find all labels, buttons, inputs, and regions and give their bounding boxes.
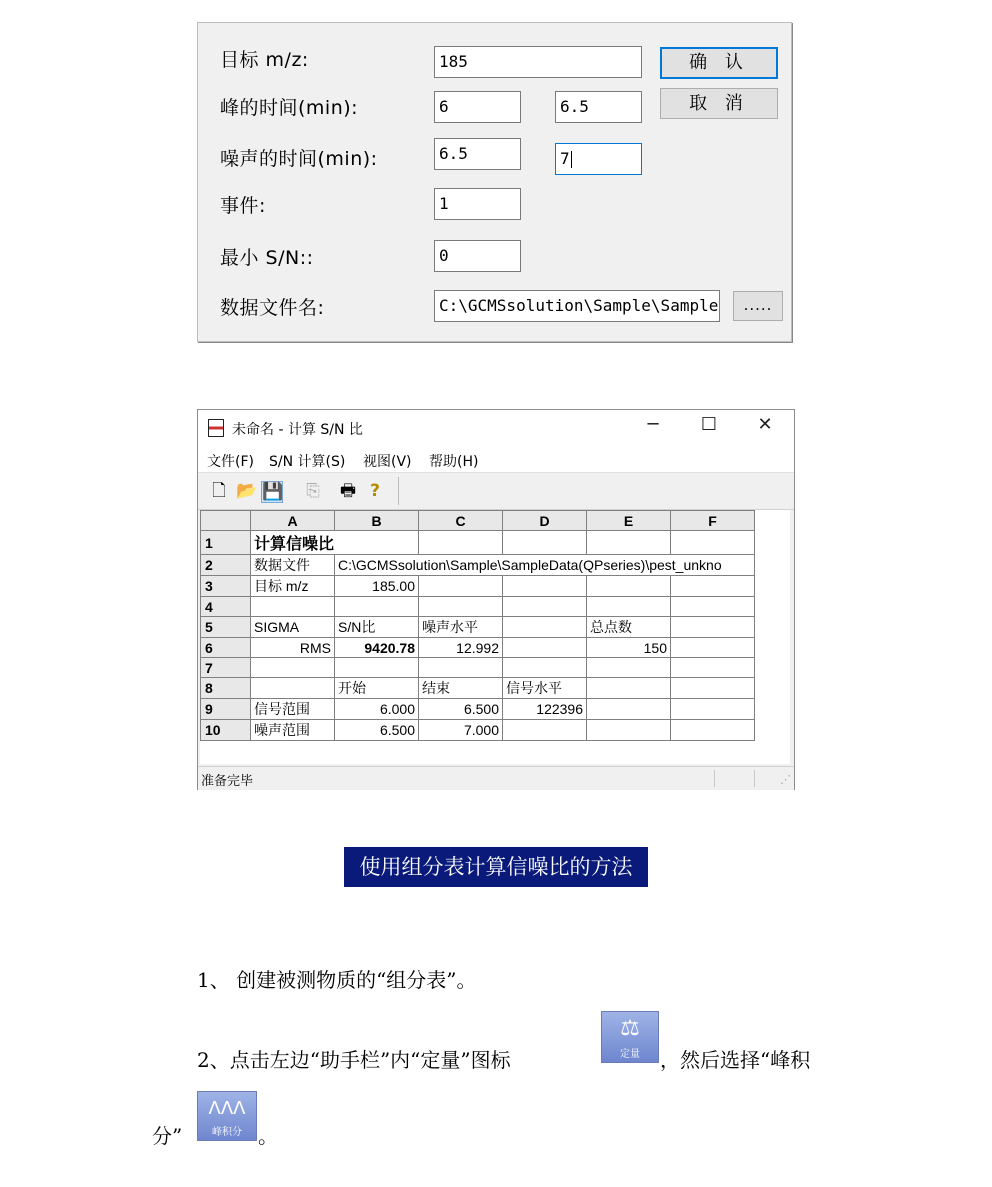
cell[interactable] <box>587 678 671 699</box>
cell[interactable]: 7.000 <box>419 720 503 741</box>
cell[interactable] <box>671 699 755 720</box>
menu-sn-calc[interactable]: S/N 计算(S) <box>269 454 346 470</box>
browse-button[interactable]: ..... <box>733 291 783 321</box>
data-file-input[interactable]: C:\GCMSsolution\Sample\Sample <box>434 290 720 322</box>
cell[interactable] <box>419 531 503 555</box>
peak-time-label: 峰的时间(min): <box>220 97 359 119</box>
step-2-text-a: 2、点击左边“助手栏”内“定量”图标 <box>197 1048 511 1072</box>
cell[interactable]: 噪声水平 <box>419 617 503 638</box>
minimize-icon[interactable]: ─ <box>647 414 659 435</box>
column-header[interactable]: F <box>671 511 755 531</box>
cell[interactable]: 185.00 <box>335 576 419 597</box>
copy-icon[interactable]: ⎘ <box>306 481 320 501</box>
menu-file[interactable]: 文件(F) <box>207 454 254 470</box>
cell[interactable] <box>587 720 671 741</box>
status-separator <box>714 770 715 787</box>
cell[interactable] <box>335 658 419 678</box>
menu-view[interactable]: 视图(V) <box>363 454 412 470</box>
new-file-icon[interactable]: 🗋 <box>212 481 226 501</box>
quantitation-icon-caption: 定量 <box>620 1049 640 1060</box>
status-bar <box>198 766 794 790</box>
target-mz-input[interactable]: 185 <box>434 46 642 78</box>
cell[interactable] <box>671 597 755 617</box>
table-row <box>201 576 755 597</box>
data-file-label: 数据文件名: <box>220 297 325 319</box>
table-row <box>201 597 755 617</box>
cell[interactable] <box>503 597 587 617</box>
row-header[interactable]: 8 <box>201 678 251 699</box>
sn-settings-dialog <box>197 22 792 342</box>
cell[interactable] <box>503 658 587 678</box>
row-header[interactable]: 6 <box>201 638 251 658</box>
cell[interactable]: 目标 m/z <box>251 576 335 597</box>
column-header[interactable]: E <box>587 511 671 531</box>
cell[interactable] <box>335 597 419 617</box>
target-mz-label: 目标 m/z: <box>220 49 309 71</box>
app-icon <box>208 419 224 437</box>
cell[interactable] <box>419 658 503 678</box>
resize-grip-icon[interactable]: ⋰ <box>780 773 791 786</box>
print-icon[interactable]: 🖶 <box>339 481 357 501</box>
table-row <box>201 699 755 720</box>
cell[interactable] <box>419 597 503 617</box>
corner-cell[interactable] <box>201 511 251 531</box>
peaks-icon: ᐱᐱᐱ <box>208 1098 246 1119</box>
peak-start-input[interactable]: 6 <box>434 91 521 123</box>
table-row <box>201 617 755 638</box>
cancel-button[interactable]: 取 消 <box>660 88 778 119</box>
cell[interactable]: 9420.78 <box>335 638 419 658</box>
noise-end-input[interactable] <box>555 143 642 175</box>
row-header[interactable]: 1 <box>201 531 251 555</box>
cell[interactable] <box>587 597 671 617</box>
cell[interactable] <box>671 720 755 741</box>
cell[interactable] <box>503 720 587 741</box>
table-row <box>201 678 755 699</box>
column-header[interactable]: B <box>335 511 419 531</box>
cell[interactable] <box>587 658 671 678</box>
cell[interactable]: SIGMA <box>251 617 335 638</box>
cell[interactable] <box>503 576 587 597</box>
step-2-text-c: 分” <box>152 1124 183 1148</box>
maximize-icon[interactable]: ☐ <box>700 414 718 435</box>
title-bar <box>198 410 794 446</box>
spreadsheet <box>200 510 790 764</box>
column-header[interactable]: C <box>419 511 503 531</box>
cell[interactable] <box>503 531 587 555</box>
close-icon[interactable]: ✕ <box>757 414 773 435</box>
cell[interactable] <box>671 678 755 699</box>
step-2-text-b: ，然后选择“峰积 <box>660 1048 811 1072</box>
row-header[interactable]: 4 <box>201 597 251 617</box>
window-title: 未命名 - 计算 S/N 比 <box>232 422 363 438</box>
peak-integration-icon-caption: 峰积分 <box>212 1127 242 1138</box>
cell[interactable] <box>671 531 755 555</box>
cell[interactable] <box>419 576 503 597</box>
status-text: 准备完毕 <box>201 774 254 789</box>
peak-integration-icon <box>197 1091 257 1141</box>
row-header[interactable]: 2 <box>201 555 251 576</box>
cell[interactable] <box>671 617 755 638</box>
row-header[interactable]: 10 <box>201 720 251 741</box>
min-sn-label: 最小 S/N:: <box>220 247 314 269</box>
open-folder-icon[interactable]: 📂 <box>236 481 258 501</box>
table-row <box>201 638 755 658</box>
cell[interactable]: 数据文件 <box>251 555 335 576</box>
cell[interactable] <box>503 617 587 638</box>
status-separator <box>754 770 755 787</box>
cell[interactable]: 总点数 <box>587 617 671 638</box>
cell[interactable]: 信号范围 <box>251 699 335 720</box>
menu-bar <box>198 446 794 473</box>
event-label: 事件: <box>220 195 266 217</box>
noise-start-input[interactable]: 6.5 <box>434 138 521 170</box>
table-row <box>201 720 755 741</box>
event-input[interactable]: 1 <box>434 188 521 220</box>
sn-calc-window <box>197 409 795 790</box>
row-header[interactable]: 3 <box>201 576 251 597</box>
noise-end-value: 7 <box>560 149 570 168</box>
table-row <box>201 658 755 678</box>
cell[interactable]: 6.500 <box>419 699 503 720</box>
column-header[interactable]: D <box>503 511 587 531</box>
balance-icon: ⚖ <box>620 1016 640 1041</box>
cell[interactable]: 结束 <box>419 678 503 699</box>
cell[interactable] <box>251 658 335 678</box>
spreadsheet-table <box>200 510 755 741</box>
min-sn-input[interactable]: 0 <box>434 240 521 272</box>
cell[interactable] <box>503 638 587 658</box>
column-header-row <box>201 511 755 531</box>
row-header[interactable]: 9 <box>201 699 251 720</box>
cell[interactable]: RMS <box>251 638 335 658</box>
cell[interactable]: 噪声范围 <box>251 720 335 741</box>
help-icon[interactable]: ? <box>370 481 380 501</box>
table-row <box>201 531 755 555</box>
cell[interactable]: 开始 <box>335 678 419 699</box>
cell[interactable] <box>251 597 335 617</box>
cell[interactable] <box>587 531 671 555</box>
section-heading: 使用组分表计算信噪比的方法 <box>344 847 648 887</box>
cell[interactable]: 122396 <box>503 699 587 720</box>
menu-help[interactable]: 帮助(H) <box>429 454 479 470</box>
cell[interactable] <box>671 658 755 678</box>
cell[interactable]: 150 <box>587 638 671 658</box>
cell[interactable]: 6.000 <box>335 699 419 720</box>
text-caret <box>571 151 572 168</box>
cell[interactable] <box>671 638 755 658</box>
table-row <box>201 555 755 576</box>
cell[interactable] <box>671 576 755 597</box>
peak-end-input[interactable]: 6.5 <box>555 91 642 123</box>
step-1-text: 1、 创建被测物质的“组分表”。 <box>197 968 477 992</box>
noise-time-label: 噪声的时间(min): <box>220 148 378 170</box>
cell[interactable]: 计算信噪比 <box>251 531 419 555</box>
cell[interactable]: 12.992 <box>419 638 503 658</box>
cell[interactable]: 信号水平 <box>503 678 587 699</box>
cell[interactable] <box>251 678 335 699</box>
toolbar-separator <box>398 477 399 505</box>
cell[interactable] <box>587 576 671 597</box>
toolbar <box>198 473 794 510</box>
cell[interactable]: 6.500 <box>335 720 419 741</box>
step-2-text-d: 。 <box>258 1124 278 1148</box>
save-icon[interactable]: 💾 <box>262 482 284 502</box>
column-header[interactable]: A <box>251 511 335 531</box>
cell[interactable] <box>587 699 671 720</box>
row-header[interactable]: 5 <box>201 617 251 638</box>
quantitation-icon <box>601 1011 659 1063</box>
ok-button[interactable]: 确 认 <box>660 47 778 79</box>
row-header[interactable]: 7 <box>201 658 251 678</box>
cell[interactable]: S/N比 <box>335 617 419 638</box>
cell[interactable]: C:\GCMSsolution\Sample\SampleData(QPseries)\pest_unkno <box>335 555 755 576</box>
